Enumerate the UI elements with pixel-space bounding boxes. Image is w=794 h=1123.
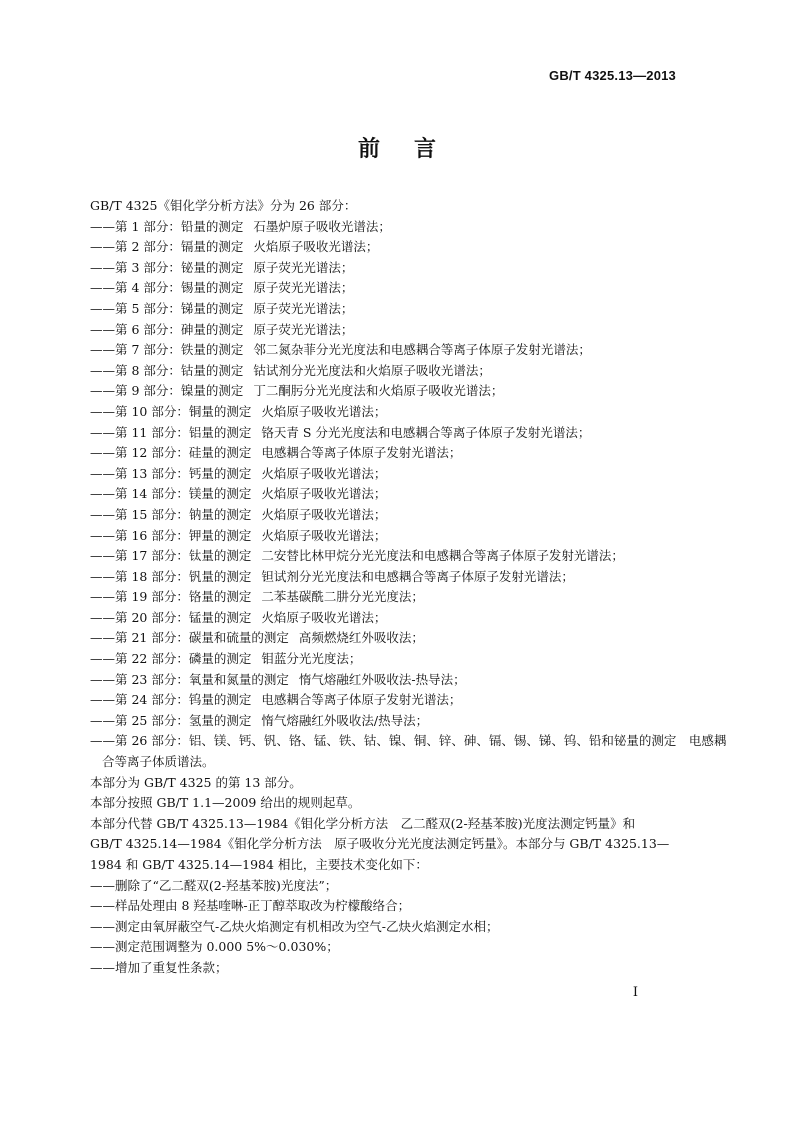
change-item: ——样品处理由 8 羟基喹啉-正丁醇萃取改为柠檬酸络合；	[90, 898, 411, 914]
part-label: ——第 21 部分：碳量和硫量的测定	[90, 630, 289, 646]
paragraph-drafting-rules: 本部分按照 GB/T 1.1—2009 给出的规则起草。	[90, 795, 361, 811]
part-label: ——第 17 部分：钛量的测定	[90, 548, 252, 564]
part-method: 火焰原子吸收光谱法；	[261, 609, 387, 625]
part-item	[90, 464, 650, 485]
part-item	[90, 443, 650, 464]
part-item	[90, 320, 650, 341]
part-method: 丁二酮肟分光光度法和火焰原子吸收光谱法；	[253, 383, 504, 399]
part-item	[90, 526, 650, 547]
part-label: ——第 7 部分：铁量的测定	[90, 342, 244, 358]
part-26-line-2: 合等离子体质谱法。	[102, 754, 215, 770]
part-method: 火焰原子吸收光谱法；	[261, 486, 387, 502]
part-label: ——第 11 部分：铝量的测定	[90, 424, 252, 440]
part-item	[90, 381, 650, 402]
part-label: ——第 18 部分：钒量的测定	[90, 568, 252, 584]
part-method: 钼蓝分光光度法；	[261, 651, 362, 667]
part-item	[90, 505, 650, 526]
part-label: ——第 8 部分：钴量的测定	[90, 362, 244, 378]
part-method: 电感耦合等离子体原子发射光谱法；	[261, 445, 462, 461]
changes-list	[90, 876, 650, 979]
part-label: ——第 16 部分：钾量的测定	[90, 527, 252, 543]
part-item	[90, 484, 650, 505]
part-label: ——第 10 部分：铜量的测定	[90, 403, 252, 419]
paragraph-replaces-line-3: 1984 和 GB/T 4325.14—1984 相比，主要技术变化如下：	[90, 857, 428, 872]
part-item	[90, 567, 650, 588]
part-method: 原子荧光光谱法；	[253, 321, 354, 337]
part-method: 火焰原子吸收光谱法；	[261, 403, 387, 419]
part-label: ——第 25 部分：氢量的测定	[90, 712, 252, 728]
part-item	[90, 649, 650, 670]
document-body	[90, 196, 727, 979]
part-method: 高频燃烧红外吸收法；	[298, 630, 424, 646]
part-method: 邻二氮杂菲分光光度法和电感耦合等离子体原子发射光谱法；	[253, 342, 591, 358]
part-method: 原子荧光光谱法；	[253, 280, 354, 296]
part-item	[90, 278, 650, 299]
part-item	[90, 423, 650, 444]
part-item	[90, 608, 650, 629]
change-item: ——测定范围调整为 0.000 5%～0.030%；	[90, 939, 339, 955]
part-label: ——第 14 部分：镁量的测定	[90, 486, 252, 502]
part-method: 电感耦合等离子体原子发射光谱法；	[261, 692, 462, 708]
change-item: ——删除了“乙二醛双(2-羟基苯胺)光度法”；	[90, 877, 338, 893]
part-label: ——第 5 部分：锑量的测定	[90, 300, 244, 316]
parts-list	[90, 217, 650, 732]
part-label: ——第 19 部分：铬量的测定	[90, 589, 252, 605]
part-item	[90, 402, 650, 423]
standard-code: GB/T 4325.13—2013	[549, 68, 676, 83]
part-item	[90, 690, 650, 711]
part-item	[90, 217, 650, 238]
part-method: 石墨炉原子吸收光谱法；	[253, 218, 391, 234]
part-label: ——第 9 部分：镍量的测定	[90, 383, 244, 399]
part-item	[90, 237, 650, 258]
part-label: ——第 24 部分：钨量的测定	[90, 692, 252, 708]
part-label: ——第 13 部分：钙量的测定	[90, 465, 252, 481]
part-method: 惰气熔融红外吸收法-热导法；	[298, 671, 466, 687]
page-number: I	[632, 985, 638, 1000]
part-item	[90, 546, 650, 567]
part-item	[90, 258, 650, 279]
part-item	[90, 361, 650, 382]
part-method: 惰气熔融红外吸收法/热导法；	[261, 712, 429, 728]
part-item	[90, 670, 650, 691]
page-title: 前言	[357, 137, 470, 162]
part-item	[90, 628, 650, 649]
part-label: ——第 23 部分：氧量和氮量的测定	[90, 671, 289, 687]
part-method: 火焰原子吸收光谱法；	[261, 465, 387, 481]
intro-line: GB/T 4325《钼化学分析方法》分为 26 部分：	[90, 198, 357, 213]
change-item: ——增加了重复性条款；	[90, 959, 228, 975]
part-label: ——第 6 部分：砷量的测定	[90, 321, 244, 337]
part-item	[90, 340, 650, 361]
part-method: 钴试剂分光光度法和火焰原子吸收光谱法；	[253, 362, 491, 378]
part-label: ——第 1 部分：铅量的测定	[90, 218, 244, 234]
part-label: ——第 12 部分：硅量的测定	[90, 445, 252, 461]
paragraph-replaces-line-2: GB/T 4325.14—1984《钼化学分析方法 原子吸收分光光度法测定钙量》。本部分与 GB/T 4325.13—	[90, 836, 670, 852]
part-method: 火焰原子吸收光谱法；	[261, 506, 387, 522]
part-method: 钽试剂分光光度法和电感耦合等离子体原子发射光谱法；	[261, 568, 574, 584]
part-method: 二安替比林甲烷分光光度法和电感耦合等离子体原子发射光谱法；	[261, 548, 624, 564]
part-label: ——第 4 部分：锡量的测定	[90, 280, 244, 296]
paragraph-part-number: 本部分为 GB/T 4325 的第 13 部分。	[90, 774, 302, 790]
part-label: ——第 22 部分：磷量的测定	[90, 651, 252, 667]
paragraph-replaces-line-1: 本部分代替 GB/T 4325.13—1984《钼化学分析方法 乙二醛双(2-羟基苯胺)光度法测定钙量》和	[90, 815, 636, 831]
part-label: ——第 2 部分：镉量的测定	[90, 239, 244, 255]
change-item: ——测定由氧屏蔽空气-乙炔火焰测定有机相改为空气-乙炔火焰测定水相；	[90, 918, 499, 934]
part-method: 二苯基碳酰二肼分光光度法；	[261, 589, 424, 605]
part-method: 火焰原子吸收光谱法；	[261, 527, 387, 543]
part-label: ——第 3 部分：铋量的测定	[90, 259, 244, 275]
part-label: ——第 20 部分：锰量的测定	[90, 609, 252, 625]
part-method: 火焰原子吸收光谱法；	[253, 239, 379, 255]
part-method: 铬天青 S 分光光度法和电感耦合等离子体原子发射光谱法；	[261, 424, 591, 440]
part-item	[90, 587, 650, 608]
part-label: ——第 15 部分：钠量的测定	[90, 506, 252, 522]
part-26-line-1: ——第 26 部分：铝、镁、钙、钒、铬、锰、铁、钴、镍、铜、锌、砷、镉、锡、锑、钨、铅和铋量的测定 电感耦	[90, 733, 727, 749]
part-item	[90, 299, 650, 320]
part-method: 原子荧光光谱法；	[253, 300, 354, 316]
part-method: 原子荧光光谱法；	[253, 259, 354, 275]
part-item	[90, 711, 650, 732]
